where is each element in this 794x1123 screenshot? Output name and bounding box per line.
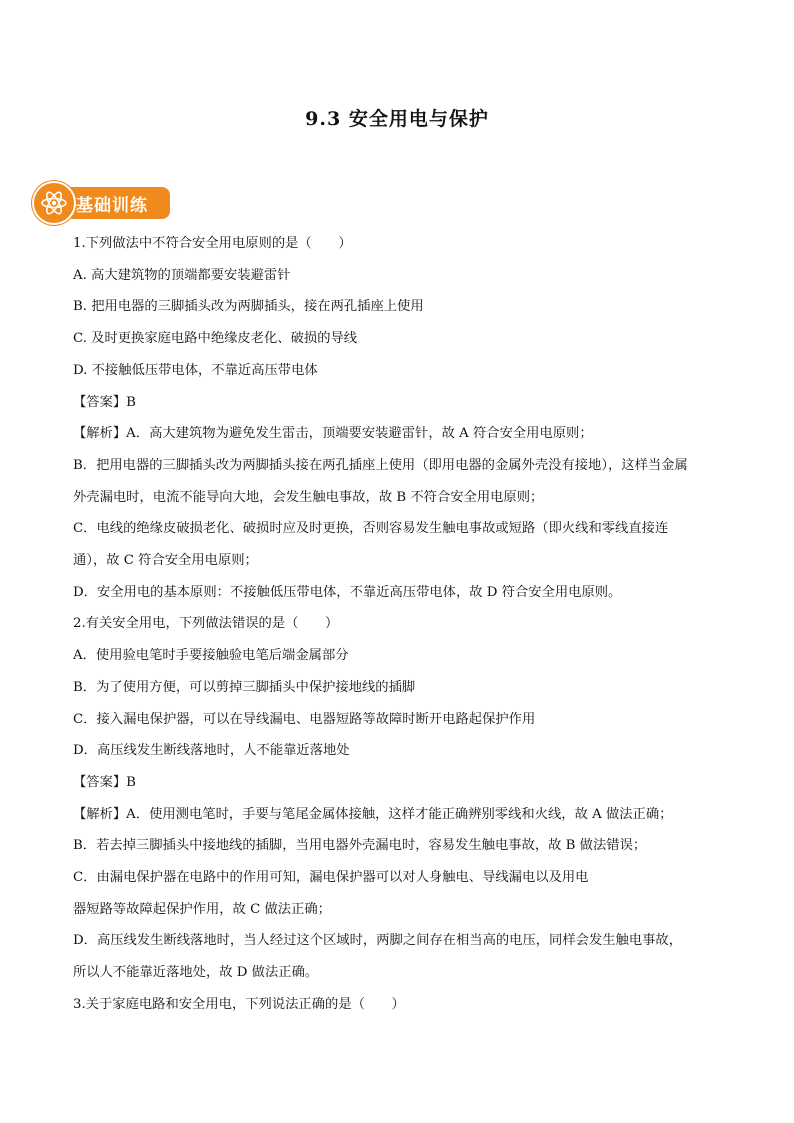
question-2-analysis-line: D．高压线发生断线落地时，当人经过这个区域时，两脚之间存在相当高的电压，同样会发生触电事故，	[73, 933, 683, 949]
document-body	[73, 228, 733, 1021]
question-2-option-d: D．高压线发生断线落地时，人不能靠近落地处	[73, 743, 350, 759]
question-1-analysis-line: 【解析】A．高大建筑物为避免发生雷击，顶端要安装避雷针，故 A 符合安全用电原则；	[73, 426, 593, 442]
question-1-analysis-line: D．安全用电的基本原则：不接触低压带电体，不靠近高压带电体，故 D 符合安全用电原则。	[73, 584, 622, 600]
question-2-analysis-line: 器短路等故障起保护作用，故 C 做法正确；	[73, 901, 331, 917]
question-1-stem: 1.下列做法中不符合安全用电原则的是（ ）	[73, 236, 352, 251]
question-1-option-d: D. 不接触低压带电体，不靠近高压带电体	[73, 362, 318, 378]
question-2-analysis-line: B．若去掉三脚插头中接地线的插脚，当用电器外壳漏电时，容易发生触电事故，故 B 做法错误；	[73, 838, 647, 854]
question-3-stem: 3.关于家庭电路和安全用电，下列说法正确的是（ ）	[73, 996, 405, 1012]
question-2-analysis-line: 所以人不能靠近落地处，故 D 做法正确。	[73, 965, 319, 981]
question-1-analysis-line: C．电线的绝缘皮破损老化、破损时应及时更换，否则容易发生触电事故或短路（即火线和零线直接连	[73, 521, 669, 537]
section-label: 基础训练	[76, 196, 148, 216]
question-1-analysis-line: B．把用电器的三脚插头改为两脚插头接在两孔插座上使用（即用电器的金属外壳没有接地），这样当金属	[73, 457, 688, 473]
question-2-analysis-line: 【解析】A．使用测电笔时，手要与笔尾金属体接触，这样才能正确辨别零线和火线，故 A 做法正确；	[73, 806, 673, 822]
question-1-option-b: B. 把用电器的三脚插头改为两脚插头，接在两孔插座上使用	[73, 299, 424, 315]
question-1-option-c: C. 及时更换家庭电路中绝缘皮老化、破损的导线	[73, 331, 358, 347]
question-1-analysis-line: 外壳漏电时，电流不能导向大地，会发生触电事故，故 B 不符合安全用电原则；	[73, 489, 544, 505]
question-2-option-a: A．使用验电笔时手要接触验电笔后端金属部分	[73, 648, 349, 664]
question-2-analysis-line: C．由漏电保护器在电路中的作用可知，漏电保护器可以对人身触电、导线漏电以及用电	[73, 870, 589, 886]
page-title: 9.3 安全用电与保护	[305, 108, 489, 130]
question-1-answer: 【答案】B	[73, 394, 136, 410]
question-2-stem: 2.有关安全用电，下列做法错误的是（ ）	[73, 616, 339, 632]
question-1-analysis-line: 通），故 C 符合安全用电原则；	[73, 553, 258, 569]
section-header	[32, 181, 172, 223]
question-2-answer: 【答案】B	[73, 774, 136, 790]
atom-icon	[32, 181, 76, 225]
question-2-option-b: B．为了使用方便，可以剪掉三脚插头中保护接地线的插脚	[73, 679, 416, 695]
question-2-option-c: C．接入漏电保护器，可以在导线漏电、电器短路等故障时断开电路起保护作用	[73, 711, 536, 727]
question-1-option-a: A. 高大建筑物的顶端都要安装避雷针	[73, 267, 291, 283]
